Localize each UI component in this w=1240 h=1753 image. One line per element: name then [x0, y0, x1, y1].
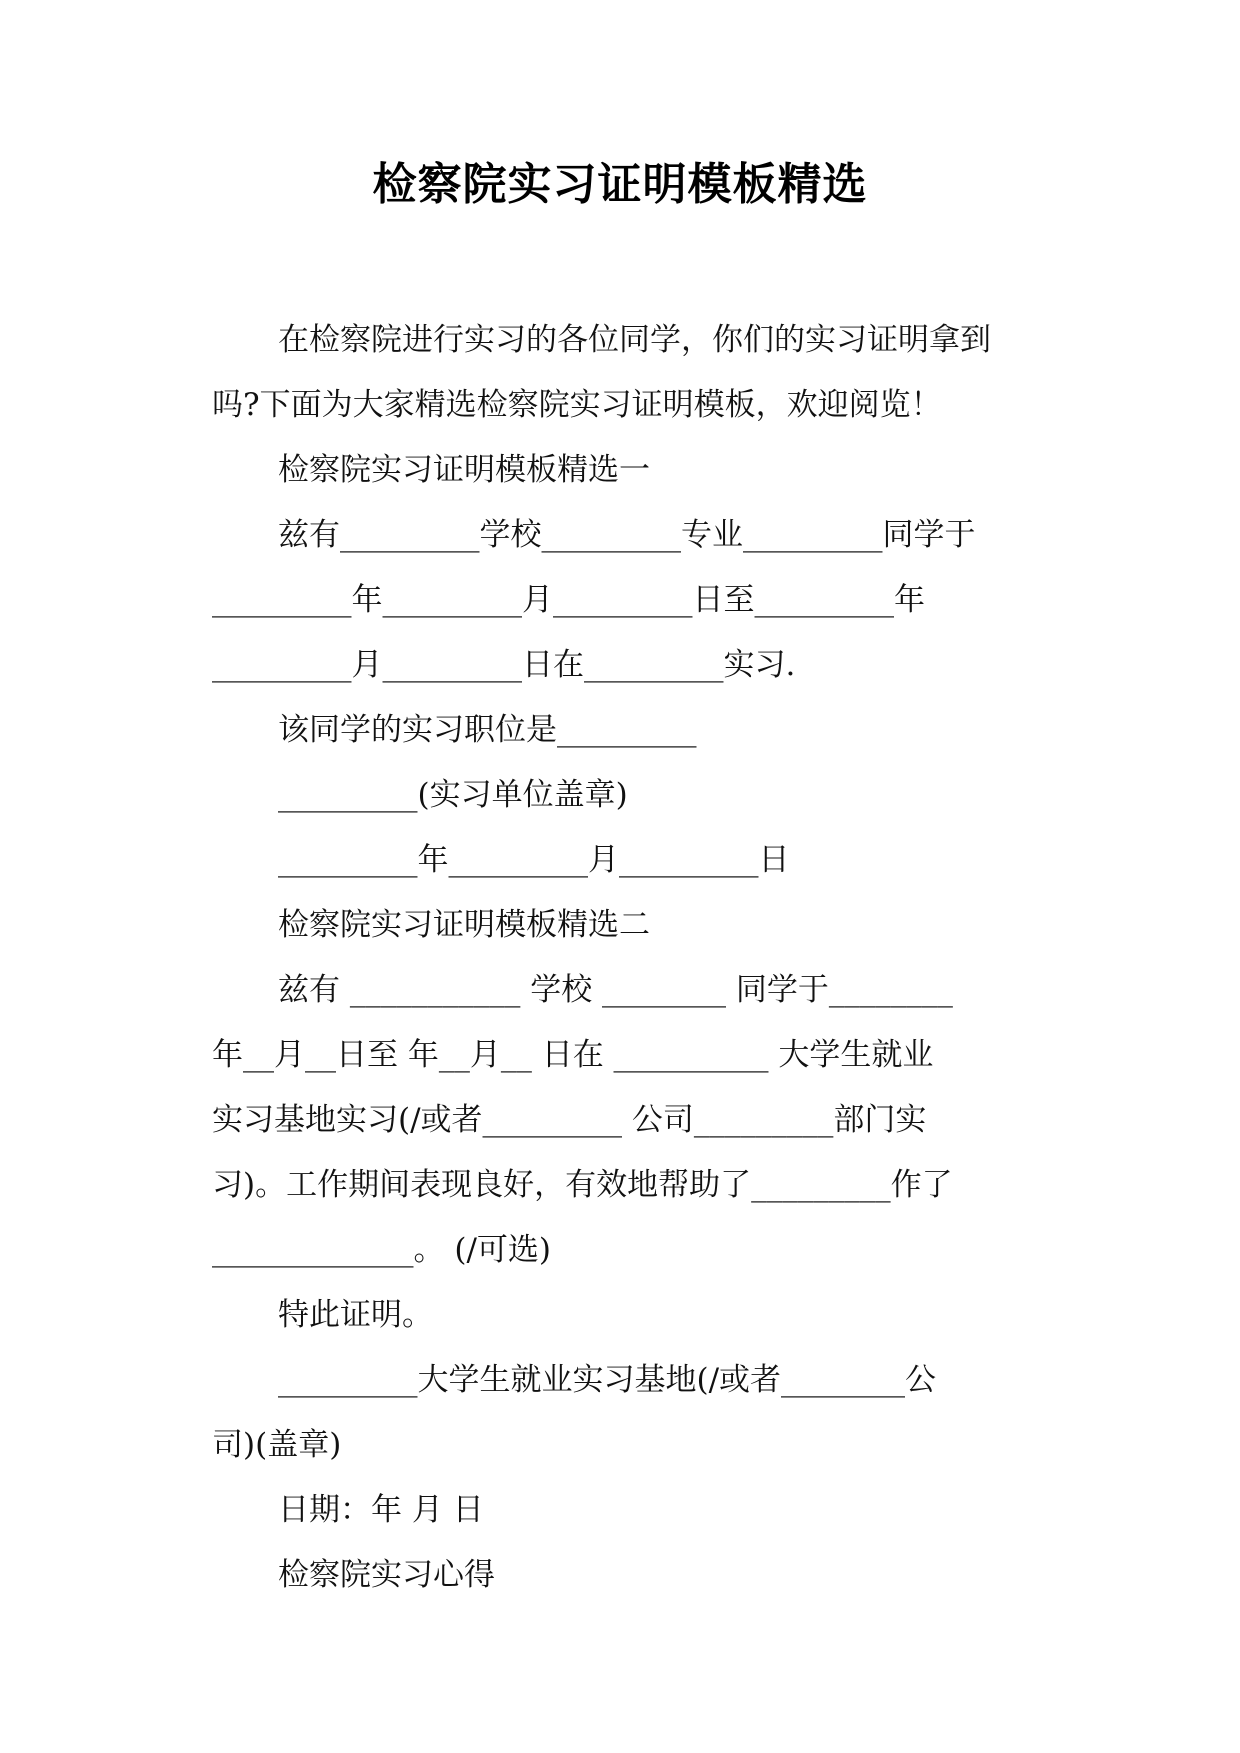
paragraph-line: 吗?下面为大家精选检察院实习证明模板，欢迎阅览！ [212, 387, 942, 423]
paragraph-line: 在检察院进行实习的各位同学，你们的实习证明拿到 [278, 322, 991, 358]
paragraph-line: 年__月__日至 年__月__ 日在 __________ 大学生就业 [212, 1037, 934, 1073]
paragraph-line: 实习基地实习(/或者_________ 公司_________部门实 [212, 1102, 927, 1138]
paragraph-line: _________年_________月_________日 [278, 842, 790, 878]
paragraph-line: _________年_________月_________日至_________年 [212, 582, 925, 618]
paragraph-line: _________(实习单位盖章) [278, 777, 628, 813]
paragraph-line: _____________。 (/可选) [212, 1232, 551, 1268]
paragraph-line: 日期：年 月 日 [278, 1492, 484, 1528]
paragraph-line: 该同学的实习职位是_________ [278, 712, 697, 748]
paragraph-line: 司)(盖章) [212, 1427, 342, 1463]
paragraph-line: 兹有 ___________ 学校 ________ 同学于________ [278, 972, 953, 1008]
section-heading: 检察院实习心得 [278, 1557, 495, 1593]
paragraph-line: _________大学生就业实习基地(/或者________公 [278, 1362, 937, 1398]
section-heading: 检察院实习证明模板精选一 [278, 452, 650, 488]
paragraph-line: 特此证明。 [278, 1297, 433, 1333]
paragraph-line: 习)。工作期间表现良好，有效地帮助了_________作了 [212, 1167, 953, 1203]
document-body [212, 308, 1032, 1608]
document-title: 检察院实习证明模板精选 [372, 159, 868, 210]
paragraph-line: _________月_________日在_________实习. [212, 647, 796, 683]
paragraph-line: 兹有_________学校_________专业_________同学于 [278, 517, 976, 553]
section-heading: 检察院实习证明模板精选二 [278, 907, 650, 943]
